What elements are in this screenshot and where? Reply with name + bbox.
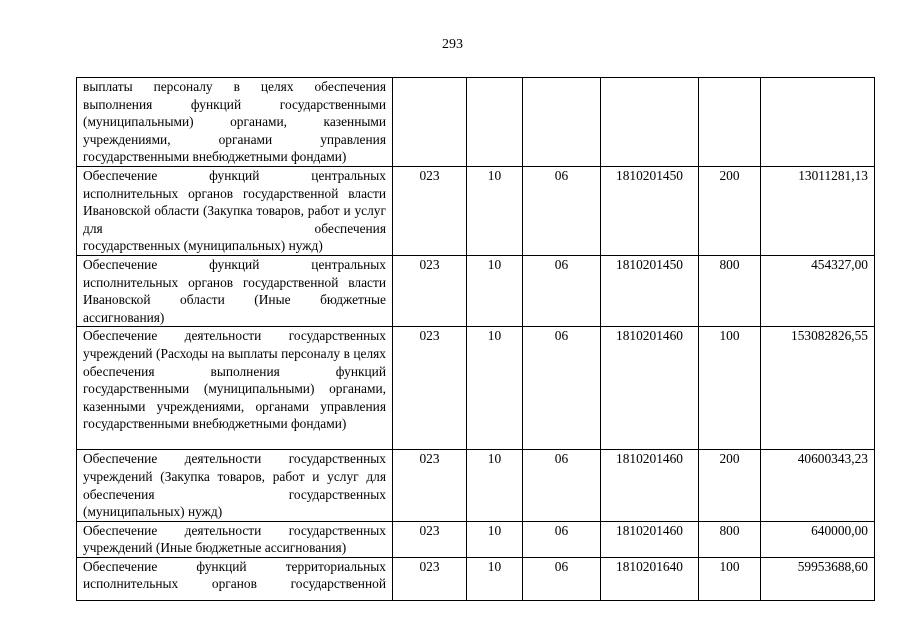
target-article-cell xyxy=(601,78,699,167)
page-number: 293 xyxy=(442,37,463,52)
target-article-cell: 1810201450 xyxy=(601,166,699,255)
description-line: (муниципальными) органами, казенными xyxy=(83,114,386,130)
section-code-cell: 10 xyxy=(467,327,523,450)
ministry-code-cell: 023 xyxy=(393,557,467,600)
table-row xyxy=(77,521,875,557)
table-row xyxy=(77,78,875,167)
section-code-cell: 10 xyxy=(467,450,523,521)
description-line: выполнения функций государственными xyxy=(83,96,386,112)
target-article-cell: 1810201450 xyxy=(601,255,699,326)
target-article-cell: 1810201460 xyxy=(601,450,699,521)
amount-cell: 59953688,60 xyxy=(761,557,875,600)
target-article-cell: 1810201460 xyxy=(601,327,699,450)
description-line: учреждениями, органами управления xyxy=(83,131,386,147)
section-code-cell xyxy=(467,78,523,167)
expense-type-cell: 200 xyxy=(699,166,761,255)
section-code-cell: 10 xyxy=(467,557,523,600)
target-article-cell: 1810201640 xyxy=(601,557,699,600)
ministry-code-cell: 023 xyxy=(393,450,467,521)
expense-type-cell: 800 xyxy=(699,255,761,326)
section-code-cell: 10 xyxy=(467,521,523,557)
table-row xyxy=(77,166,875,255)
amount-cell: 13011281,13 xyxy=(761,166,875,255)
ministry-code-cell xyxy=(393,78,467,167)
expense-type-cell xyxy=(699,78,761,167)
description-last-line: учреждений (Иные бюджетные ассигнования) xyxy=(83,540,347,556)
expense-type-cell: 800 xyxy=(699,521,761,557)
description-line: учреждениями, органами управления xyxy=(156,398,386,414)
section-code-cell: 10 xyxy=(467,255,523,326)
description-line: Обеспечение деятельности государственных xyxy=(83,451,386,467)
description-last-line: государственных (муниципальных) нужд) xyxy=(83,238,323,254)
table-row xyxy=(77,255,875,326)
description-line: Обеспечение функций территориальных xyxy=(83,558,386,574)
amount-cell xyxy=(761,78,875,167)
description-line: Обеспечение деятельности государственных xyxy=(83,522,386,538)
table-row xyxy=(77,557,875,600)
row-description xyxy=(77,78,393,167)
expense-type-cell: 100 xyxy=(699,557,761,600)
description-last-line: государственными внебюджетными фондами) xyxy=(83,416,347,432)
subsection-code-cell: 06 xyxy=(523,255,601,326)
budget-table xyxy=(76,77,875,601)
description-line: Обеспечение деятельности государственных xyxy=(83,328,386,344)
description-line: учреждений (Закупка товаров, работ xyxy=(83,468,305,484)
description-line: исполнительных органов государственной xyxy=(83,576,386,592)
description-line: Обеспечение функций центральных xyxy=(83,256,386,272)
row-description xyxy=(77,327,393,450)
description-last-line: государственными внебюджетными фондами) xyxy=(83,149,347,165)
description-line: исполнительных органов государственной xyxy=(83,185,339,201)
subsection-code-cell: 06 xyxy=(523,450,601,521)
subsection-code-cell: 06 xyxy=(523,327,601,450)
ministry-code-cell: 023 xyxy=(393,327,467,450)
table-row xyxy=(77,327,875,450)
amount-cell: 40600343,23 xyxy=(761,450,875,521)
row-description xyxy=(77,255,393,326)
description-last-line: (муниципальных) нужд) xyxy=(83,504,223,520)
description-line: Обеспечение функций центральных xyxy=(83,167,386,183)
row-description xyxy=(77,557,393,600)
amount-cell: 454327,00 xyxy=(761,255,875,326)
subsection-code-cell: 06 xyxy=(523,166,601,255)
description-line: выполнения функций государственными xyxy=(83,363,386,397)
ministry-code-cell: 023 xyxy=(393,255,467,326)
budget-table-body xyxy=(77,78,875,601)
description-line: товаров, работ и услуг для обеспечения xyxy=(83,203,386,236)
subsection-code-cell: 06 xyxy=(523,557,601,600)
description-line: власти Ивановской области (Закупка xyxy=(83,185,386,219)
description-line: (муниципальными) органами, казенными xyxy=(83,381,386,414)
expense-type-cell: 100 xyxy=(699,327,761,450)
ministry-code-cell: 023 xyxy=(393,521,467,557)
description-line: выплаты персоналу в целях обеспечения xyxy=(83,79,386,94)
section-code-cell: 10 xyxy=(467,166,523,255)
subsection-code-cell xyxy=(523,78,601,167)
row-description xyxy=(77,521,393,557)
description-line: и услуг для обеспечения государственных xyxy=(83,468,386,502)
target-article-cell: 1810201460 xyxy=(601,521,699,557)
table-row xyxy=(77,450,875,521)
subsection-code-cell: 06 xyxy=(523,521,601,557)
description-last-line: ассигнования) xyxy=(83,309,165,325)
amount-cell: 153082826,55 xyxy=(761,327,875,450)
ministry-code-cell: 023 xyxy=(393,166,467,255)
description-line: персоналу в целях обеспечения xyxy=(83,345,386,379)
amount-cell: 640000,00 xyxy=(761,521,875,557)
row-description xyxy=(77,166,393,255)
expense-type-cell: 200 xyxy=(699,450,761,521)
row-description xyxy=(77,450,393,521)
description-line: учреждений (Расходы на выплаты xyxy=(83,345,278,361)
description-line: власти Ивановской области (Иные бюджетные xyxy=(83,274,386,308)
description-line: исполнительных органов государственной xyxy=(83,274,339,290)
